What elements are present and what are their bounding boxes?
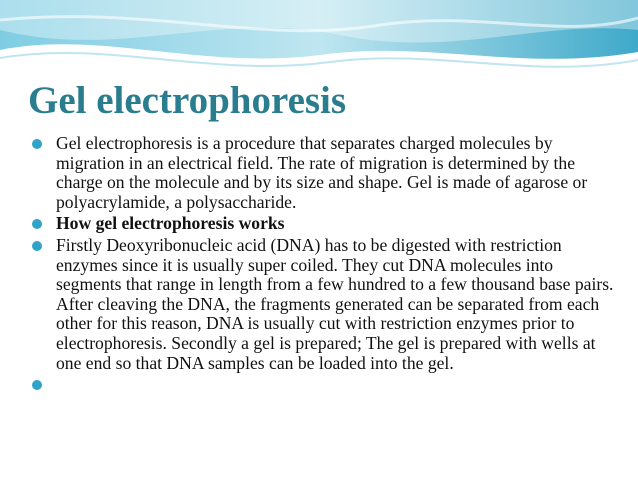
bullet-text: Firstly Deoxyribonucleic acid (DNA) has to be digested with restriction enzymes since it is usually super coiled. They cut DNA molecules into segments that range in length from a few hundred to a few thousand base pairs. After cleaving the DNA, the fragments generated can be separated from each other for this reason, DNA is usually cut with restriction enzymes prior to electrophoresis. Secondly a gel is prepared; The gel is prepared with wells at one end so that DNA samples can be loaded into the gel.: [56, 234, 614, 373]
bullet-text: Gel electrophoresis is a procedure that separates charged molecules by migration in an electrical field. The rate of migration is determined by the charge on the molecule and by its size and shape. Gel is made of agarose or polyacrylamide, a polysaccharide.: [56, 133, 588, 212]
bullet-icon: [32, 219, 42, 229]
wave-banner: [0, 0, 638, 80]
bullet-icon: [32, 139, 42, 149]
bullet-list: [30, 134, 622, 397]
bullet-item: [30, 214, 622, 234]
bullet-item: [30, 236, 622, 373]
bullet-icon: [32, 241, 42, 251]
bullet-item: [30, 134, 622, 212]
bullet-heading: How gel electrophoresis works: [56, 213, 285, 234]
bullet-icon: [32, 380, 42, 390]
bullet-item-empty: [30, 375, 622, 395]
slide-title: Gel electrophoresis: [28, 79, 347, 122]
